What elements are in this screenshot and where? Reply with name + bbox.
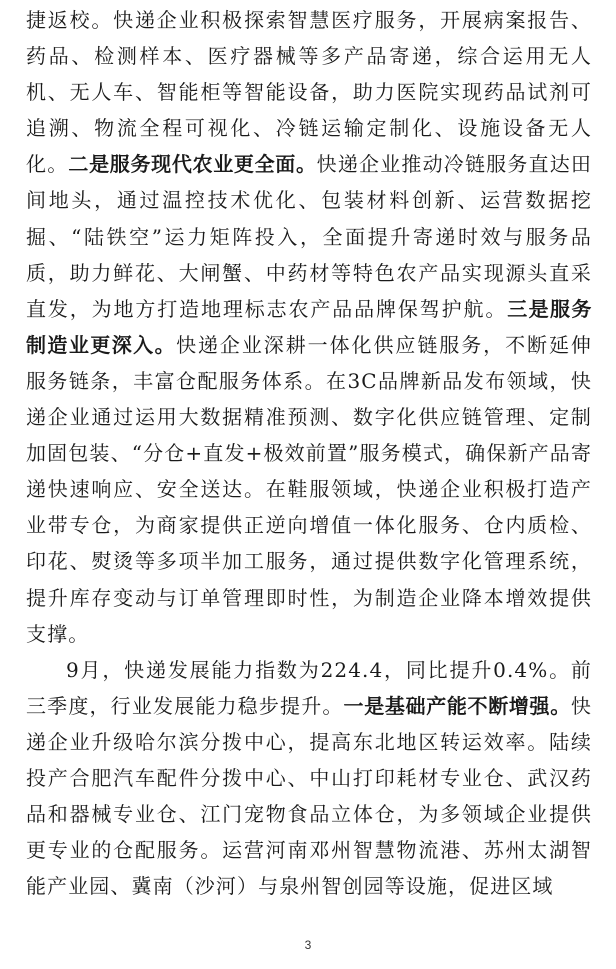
bold-heading-phrase: 三是服务制造业更深入。: [26, 296, 592, 357]
text-segment: 快递企业推动冷链服务直达田间地头，通过温控技术优化、包装材料创新、运营数据挖掘、“陆铁空”运力矩阵投入，全面提升寄递时效与服务品质，助力鲜花、大闸蟹、中药材等特色农产品实现源头直采直发，为地方打造地理标志农产品品牌保驾护航。: [26, 152, 593, 321]
text-segment: 快递企业深耕一体化供应链服务，不断延伸服务链条，丰富仓配服务体系。在3C品牌新品发布领域，快递企业通过运用大数据精准预测、数字化供应链管理、定制加固包装、“分仓+直发+极效前置”服务模式，确保新产品寄递快速响应、安全送达。在鞋服领域，快递企业积极打造产业带专仓，为商家提供正逆向增值一体化服务、仓内质检、印花、熨烫等多项半加工服务，通过提供数字化管理系统，提升库存变动与订单管理即时性，为制造企业降本增效提供支撑。: [26, 332, 593, 646]
bold-heading-phrase: 二是服务现代农业更全面。: [68, 152, 317, 177]
paragraph: [26, 2, 592, 652]
bold-heading-phrase: 一是基础产能不断增强。: [343, 693, 571, 718]
text-segment: 捷返校。快递企业积极探索智慧医疗服务，开展病案报告、药品、检测样本、医疗器械等多产品寄递，综合运用无人机、无人车、智能柜等智能设备，助力医院实现药品试剂可追溯、物流全程可视化、冷链运输定制化、设施设备无人化。: [26, 8, 592, 177]
text-segment: 9月，快递发展能力指数为224.4，同比提升0.4%。前三季度，行业发展能力稳步提升。: [26, 657, 592, 718]
page-number: 3: [304, 938, 312, 952]
paragraph: [26, 652, 592, 905]
body-text: [26, 2, 592, 904]
text-segment: 快递企业升级哈尔滨分拨中心，提高东北地区转运效率。陆续投产合肥汽车配件分拨中心、中山打印耗材专业仓、武汉药品和器械专业仓、江门宠物食品立体仓，为多领域企业提供更专业的仓配服务。运营河南邓州智慧物流港、苏州太湖智能产业园、冀南（沙河）与泉州智创园等设施，促进区域: [26, 693, 592, 899]
